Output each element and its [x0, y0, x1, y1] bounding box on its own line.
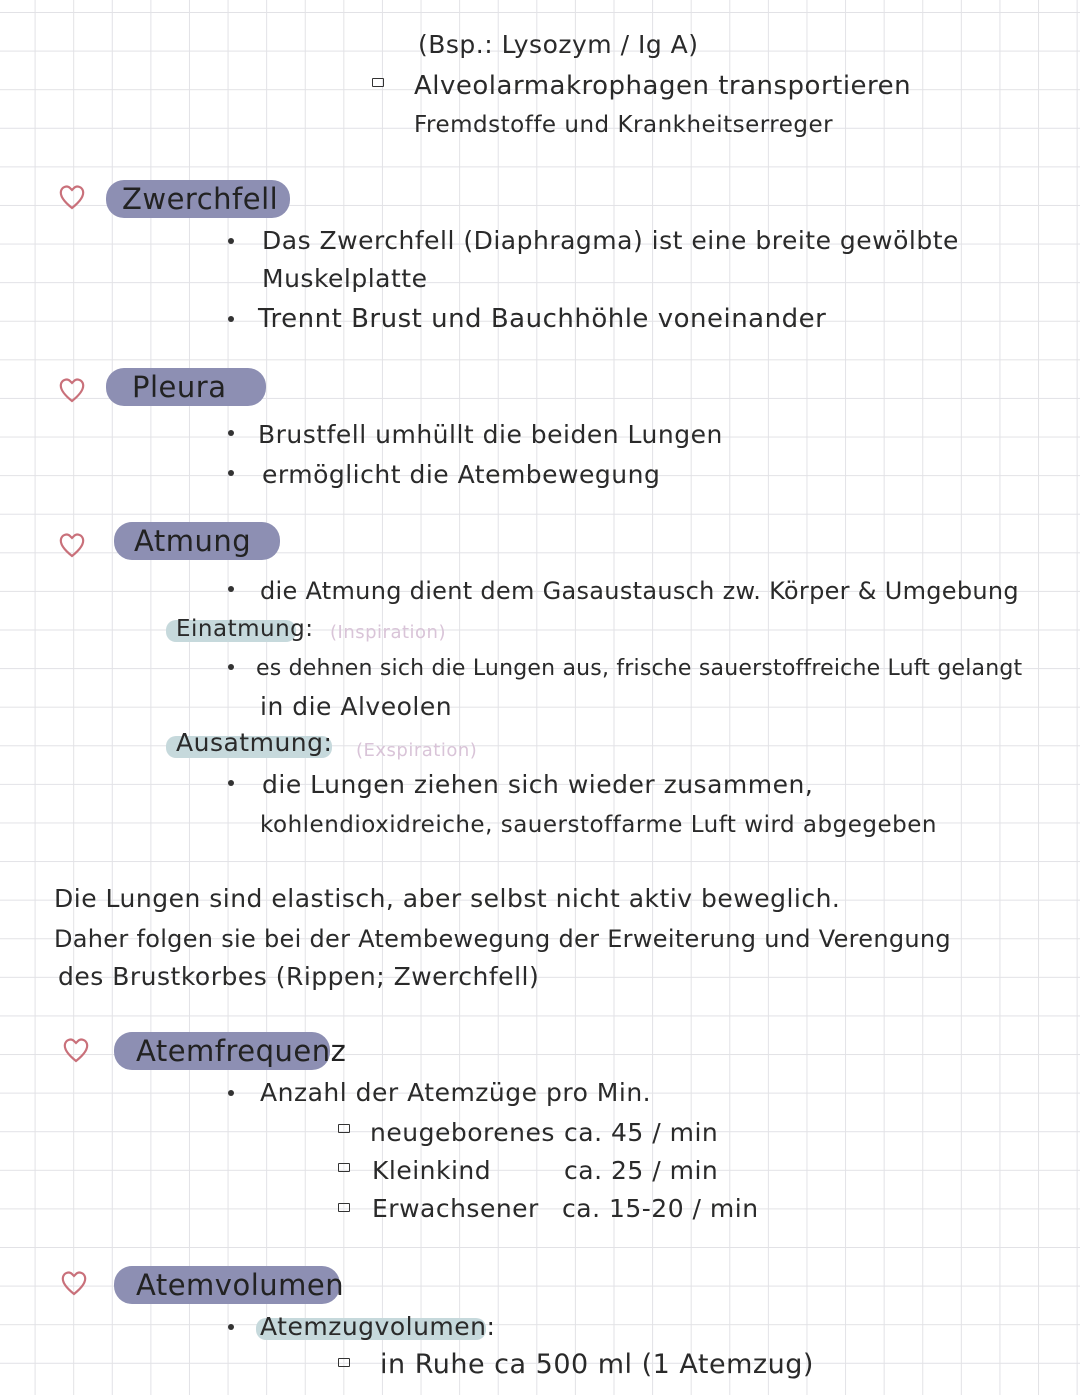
section-heading-atemvolumen [114, 1266, 345, 1304]
paragraph-line-2: Daher folgen sie bei der Atembewegung der Erweiterung und Verengung [54, 925, 951, 953]
paragraph-line-1: Die Lungen sind elastisch, aber selbst nicht aktiv beweglich. [54, 884, 841, 913]
ausatmung-line-2: kohlendioxidreiche, sauerstoffarme Luft wird abgegeben [260, 812, 937, 838]
heart-icon [58, 377, 86, 403]
ausatmung-label: Ausatmung: [176, 728, 333, 757]
row-value: ca. 15-20 / min [562, 1194, 759, 1223]
atemfrequenz-bullet-1: Anzahl der Atemzüge pro Min. [260, 1078, 652, 1107]
heart-icon [60, 1270, 88, 1296]
section-heading-atemfrequenz [114, 1032, 347, 1070]
row-label: Kleinkind [372, 1156, 492, 1185]
zwerchfell-bullet-2: Trennt Brust und Bauchhöhle voneinander [258, 304, 827, 334]
pleura-bullet-2: ermöglicht die Atembewegung [262, 460, 661, 489]
bullet [228, 586, 234, 592]
bullet [228, 664, 234, 670]
row-label: neugeborenes [370, 1118, 555, 1147]
section-heading-atmung [114, 522, 280, 560]
heart-icon [58, 184, 86, 210]
atemvolumen-row: in Ruhe ca 500 ml (1 Atemzug) [380, 1349, 814, 1380]
bullet [228, 238, 234, 244]
einatmung-line-1: es dehnen sich die Lungen aus, frische sauerstoffreiche Luft gelangt [256, 656, 1023, 681]
bullet [228, 430, 234, 436]
einatmung-label: Einatmung: [176, 616, 314, 642]
section-heading-pleura [106, 368, 266, 406]
pleura-bullet-1: Brustfell umhüllt die beiden Lungen [258, 420, 723, 449]
heart-icon [58, 532, 86, 558]
einatmung-note: (Inspiration) [330, 622, 446, 643]
bullet [228, 316, 234, 322]
checkbox-icon [372, 78, 384, 87]
heading-text: Atemvolumen [136, 1268, 345, 1302]
atemvolumen-sub: Atemzugvolumen: [260, 1312, 496, 1341]
paragraph-line-3: des Brustkorbes (Rippen; Zwerchfell) [58, 962, 540, 991]
zwerchfell-bullet-1-line-2: Muskelplatte [262, 264, 428, 293]
row-label: Erwachsener [372, 1194, 539, 1223]
ausatmung-note: (Exspiration) [356, 740, 478, 761]
row-value: ca. 45 / min [564, 1118, 719, 1147]
macrophage-line-1: Alveolarmakrophagen transportieren [414, 71, 912, 101]
heading-text: Zwerchfell [122, 182, 279, 216]
checkbox-icon [338, 1203, 350, 1212]
checkbox-icon [338, 1163, 350, 1172]
zwerchfell-bullet-1-line-1: Das Zwerchfell (Diaphragma) ist eine breite gewölbte [262, 226, 959, 255]
heading-text: Atmung [134, 524, 252, 558]
checkbox-icon [338, 1124, 350, 1133]
example-text: (Bsp.: Lysozym / Ig A) [418, 30, 699, 59]
ausatmung-line-1: die Lungen ziehen sich wieder zusammen, [262, 770, 814, 799]
section-heading-zwerchfell [106, 180, 290, 218]
atmung-bullet-1: die Atmung dient dem Gasaustausch zw. Körper & Umgebung [260, 577, 1019, 605]
bullet [228, 1324, 234, 1330]
macrophage-line-2: Fremdstoffe und Krankheitserreger [414, 112, 834, 138]
bullet [228, 470, 234, 476]
einatmung-line-2: in die Alveolen [260, 692, 453, 721]
heading-text: Atemfrequenz [136, 1034, 347, 1068]
heart-icon [62, 1037, 90, 1063]
heading-text: Pleura [132, 370, 227, 404]
row-value: ca. 25 / min [564, 1156, 719, 1185]
checkbox-icon [338, 1358, 350, 1367]
bullet [228, 1090, 234, 1096]
bullet [228, 780, 234, 786]
